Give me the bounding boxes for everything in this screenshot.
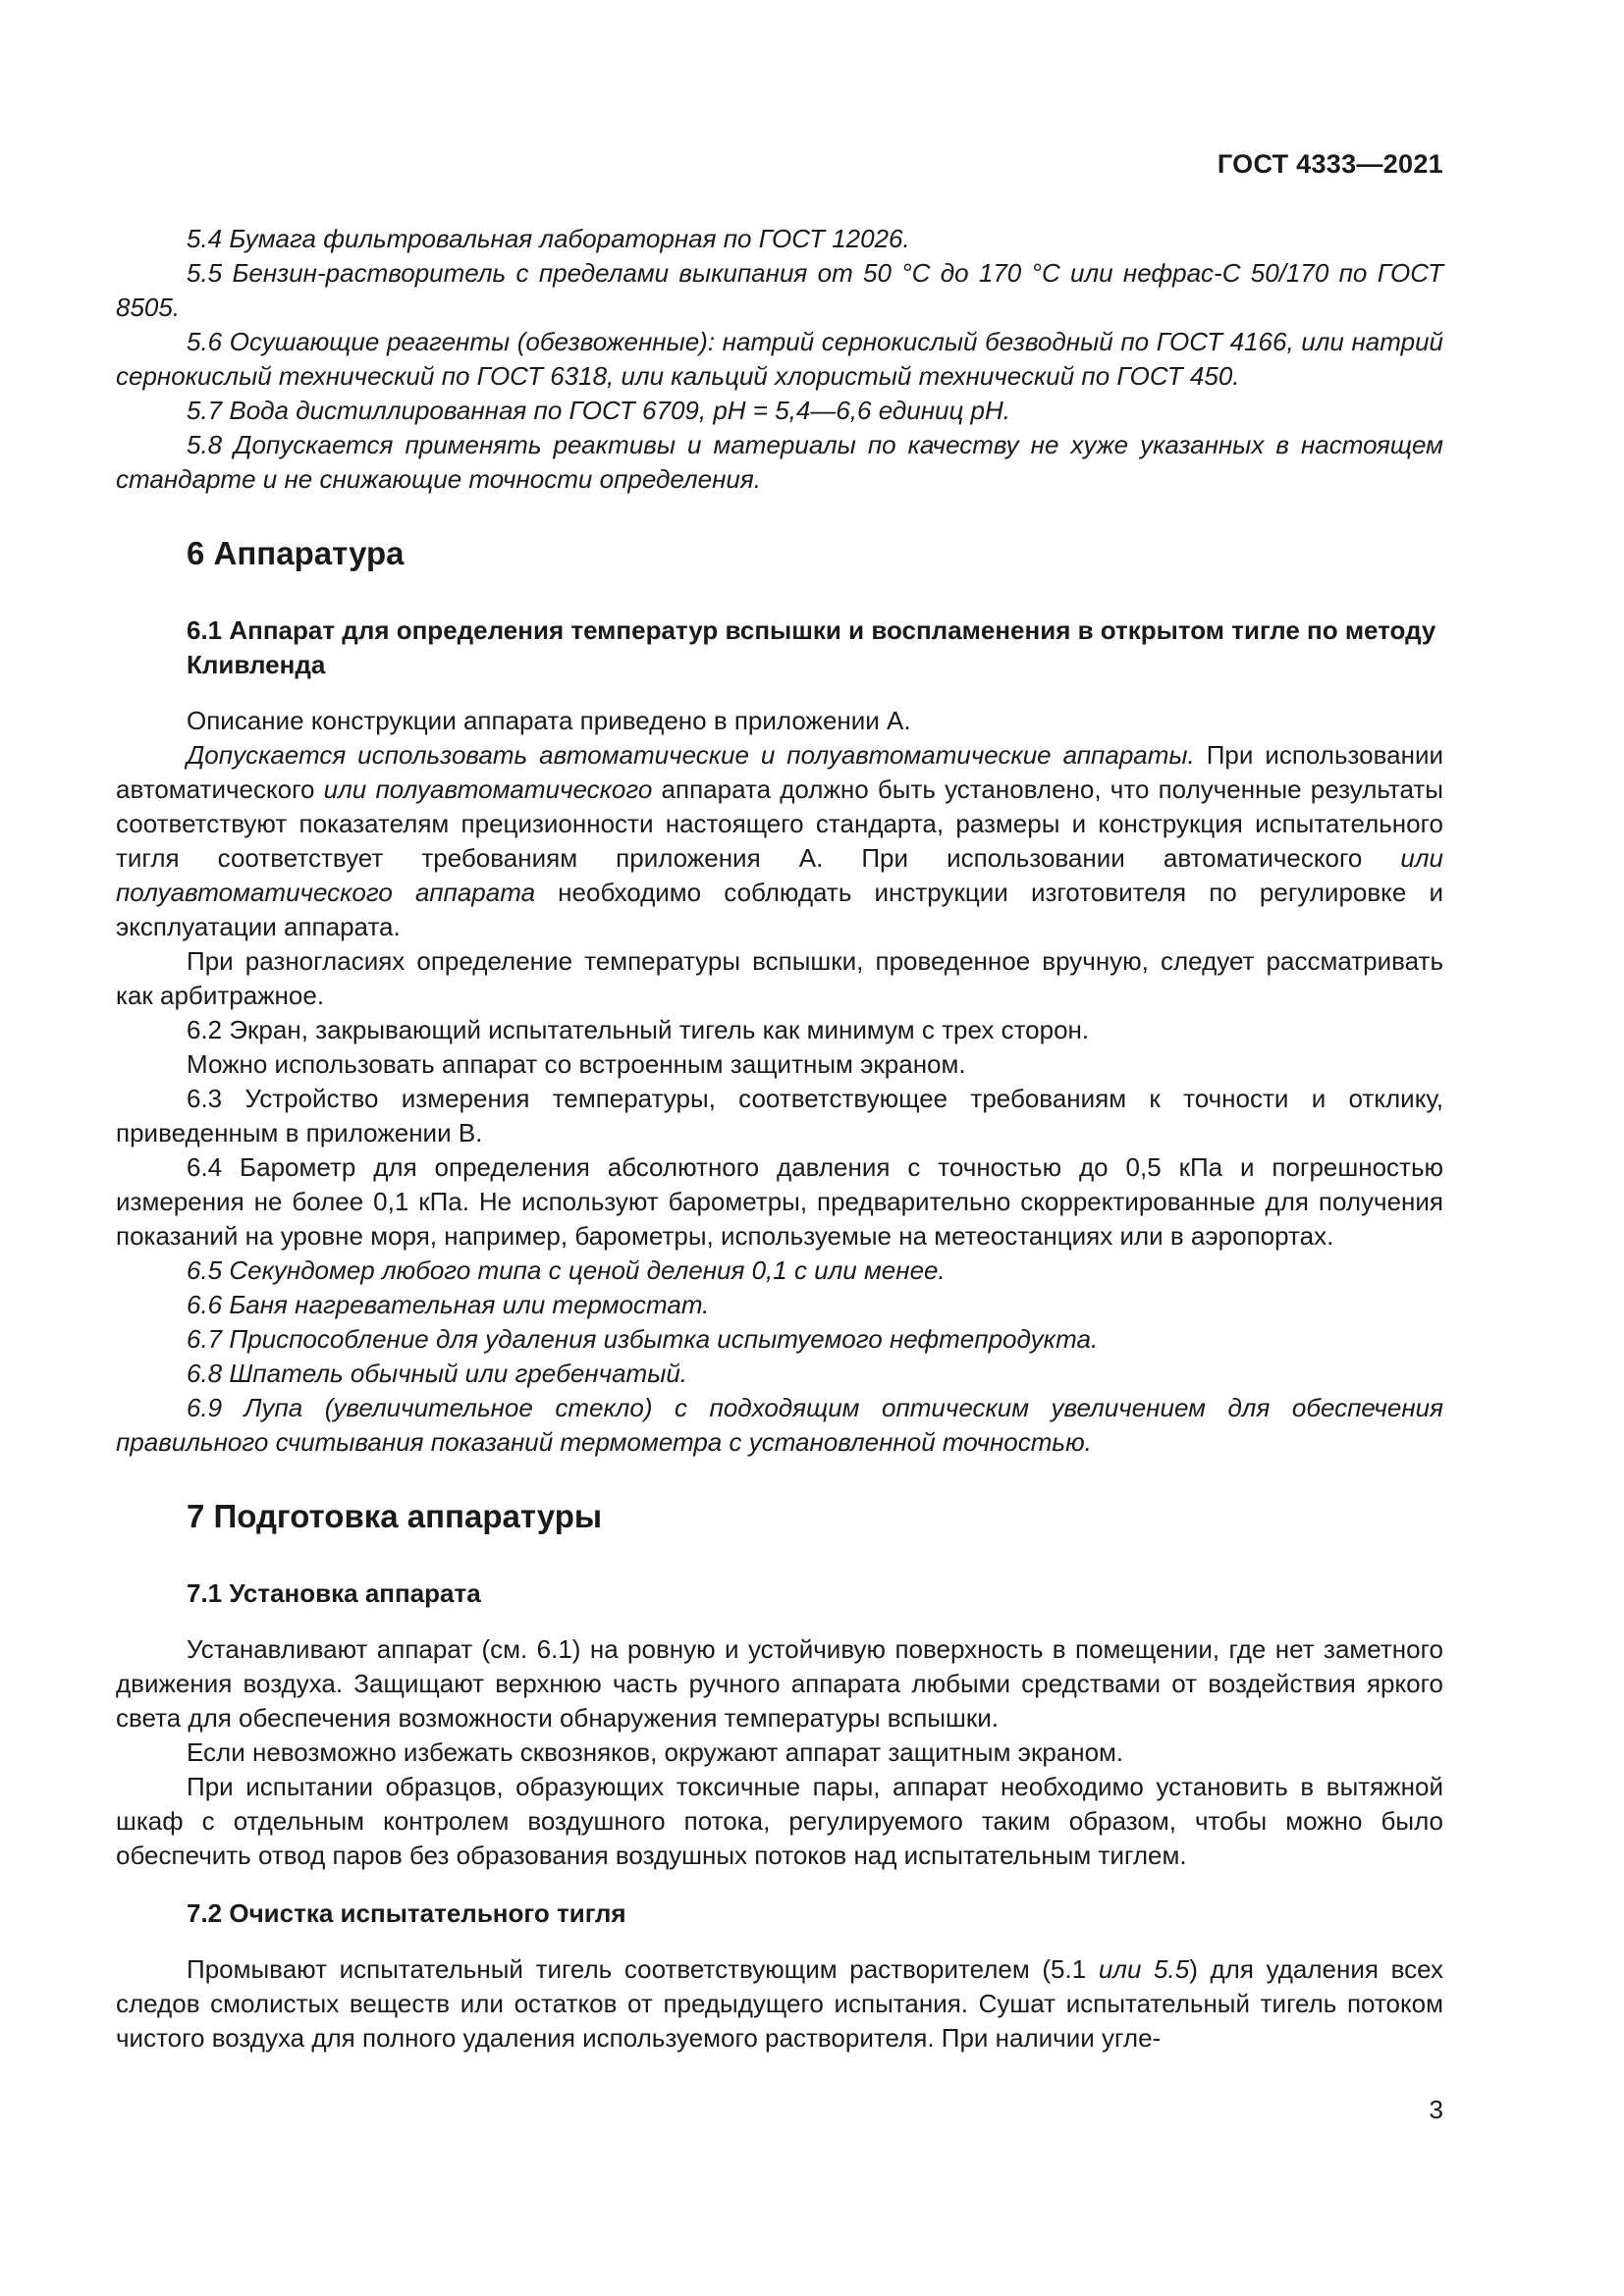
item-5-4: 5.4 Бумага фильтровальная лабораторная по ГОСТ 12026.	[187, 224, 910, 253]
document-body	[116, 222, 1443, 2056]
item-6-5: 6.5 Секундомер любого типа с ценой деления 0,1 с или менее.	[187, 1255, 946, 1285]
item-5-8: 5.8 Допускается применять реактивы и материалы по качеству не хуже указанных в настоящем стандарте и не снижающие точности определения.	[116, 430, 1443, 494]
item-6-3: 6.3 Устройство измерения температуры, соответствующее требованиям к точности и отклику, приведенным в приложении В.	[116, 1084, 1443, 1148]
paragraph: При испытании образцов, образующих токсичные пары, аппарат необходимо установить в вытяжной шкаф с отдельным контролем воздушного потока, регулируемого таким образом, чтобы можно было обеспечить отвод паров без образования воздушных потоков над испытательным тиглем.	[116, 1772, 1443, 1870]
item-6-8: 6.8 Шпатель обычный или гребенчатый.	[187, 1359, 688, 1388]
item-6-9: 6.9 Лупа (увеличительное стекло) с подходящим оптическим увеличением для обеспечения правильного считывания показаний термометра с установленной точностью.	[116, 1393, 1443, 1457]
item-5-5: 5.5 Бензин-растворитель с пределами выкипания от 50 °С до 170 °С или нефрас-С 50/170 по ГОСТ 8505.	[116, 258, 1443, 322]
page-number: 3	[1429, 2095, 1443, 2124]
paragraph: Если невозможно избежать сквозняков, окружают аппарат защитным экраном.	[187, 1737, 1124, 1767]
paragraph: Описание конструкции аппарата приведено в приложении А.	[187, 706, 911, 735]
item-5-6: 5.6 Осушающие реагенты (обезвоженные): натрий сернокислый безводный по ГОСТ 4166, или натрий сернокислый технический по ГОСТ 6318, или кальций хлористый технический по ГОСТ 450.	[116, 327, 1443, 391]
item-6-4: 6.4 Барометр для определения абсолютного давления с точностью до 0,5 кПа и погрешностью измерения не более 0,1 кПа. Не используют барометры, предварительно скорректированные для получения показаний на уровне моря, например, барометры, используемые на метеостанциях или в аэропортах.	[116, 1152, 1443, 1251]
section-6-heading: 6 Аппаратура	[187, 535, 405, 571]
document-header: ГОСТ 4333—2021	[1217, 149, 1443, 179]
subsection-7-1-heading: 7.1 Установка аппарата	[187, 1578, 481, 1608]
section-7-heading: 7 Подготовка аппаратуры	[187, 1498, 603, 1534]
item-6-7: 6.7 Приспособление для удаления избытка испытуемого нефтепродукта.	[187, 1324, 1099, 1354]
paragraph: Устанавливают аппарат (см. 6.1) на ровную и устойчивую поверхность в помещении, где нет заметного движения воздуха. Защищают верхнюю часть ручного аппарата любыми средствами от воздействия яркого света для обеспечения возможности обнаружения температуры вспышки.	[116, 1634, 1443, 1733]
paragraph-crucible-cleaning: Промывают испытательный тигель соответствующим растворителем (5.1 или 5.5) для удаления всех следов смолистых веществ или остатков от предыдущего испытания. Сушат испытательный тигель потоком чистого воздуха для полного удаления используемого растворителя. При наличии угле-	[116, 1954, 1443, 2053]
paragraph-automatic-apparatus: Допускается использовать автоматические и полуавтоматические аппараты. При использовании автоматического или полуавтоматического аппарата должно быть установлено, что полученные результаты соответствуют показателям прецизионности настоящего стандарта, размеры и конструкция испытательного тигля соответствует требованиям приложения А. При использовании автоматического или полуавтоматического аппарата необходимо соблюдать инструкции изготовителя по регулировке и эксплуатации аппарата.	[116, 740, 1443, 941]
subsection-6-1-heading: 6.1 Аппарат для определения температур вспышки и воспламенения в открытом тигле по методу Кливленда	[187, 615, 1436, 679]
paragraph: При разногласиях определение температуры вспышки, проведенное вручную, следует рассматривать как арбитражное.	[116, 946, 1443, 1010]
item-6-6: 6.6 Баня нагревательная или термостат.	[187, 1290, 710, 1319]
paragraph: Можно использовать аппарат со встроенным защитным экраном.	[187, 1049, 966, 1079]
item-5-7: 5.7 Вода дистиллированная по ГОСТ 6709, рН = 5,4—6,6 единиц рН.	[187, 396, 1011, 425]
item-6-2: 6.2 Экран, закрывающий испытательный тигель как минимум с трех сторон.	[187, 1015, 1090, 1044]
subsection-7-2-heading: 7.2 Очистка испытательного тигля	[187, 1898, 626, 1928]
